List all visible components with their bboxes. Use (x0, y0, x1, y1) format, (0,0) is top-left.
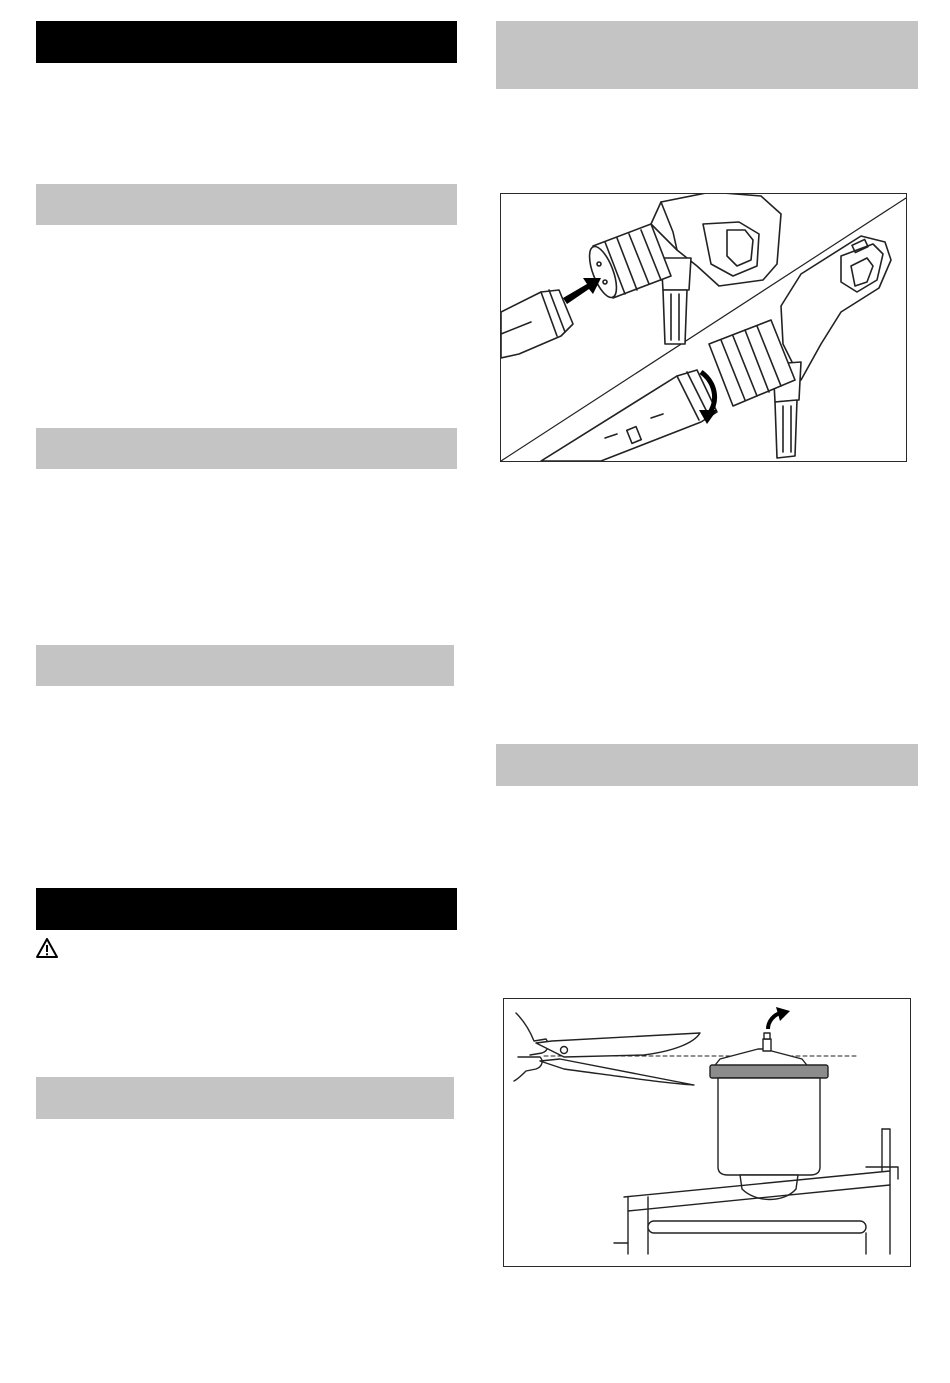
warning-triangle-icon (36, 938, 58, 958)
detergent-bottle-illustration (504, 999, 910, 1266)
subsection-heading-bar (36, 645, 454, 686)
spray-lance-attachment-figure (500, 193, 907, 462)
spray-lance-illustration (501, 194, 906, 461)
section-heading-bar (36, 888, 457, 930)
section-heading-bar (36, 21, 457, 63)
subsection-heading-bar (496, 744, 918, 786)
subsection-heading-bar (36, 428, 457, 469)
subsection-heading-bar (36, 1077, 454, 1119)
subsection-heading-bar (36, 184, 457, 225)
subsection-heading-bar (496, 21, 918, 89)
detergent-bottle-cut-figure (503, 998, 911, 1267)
